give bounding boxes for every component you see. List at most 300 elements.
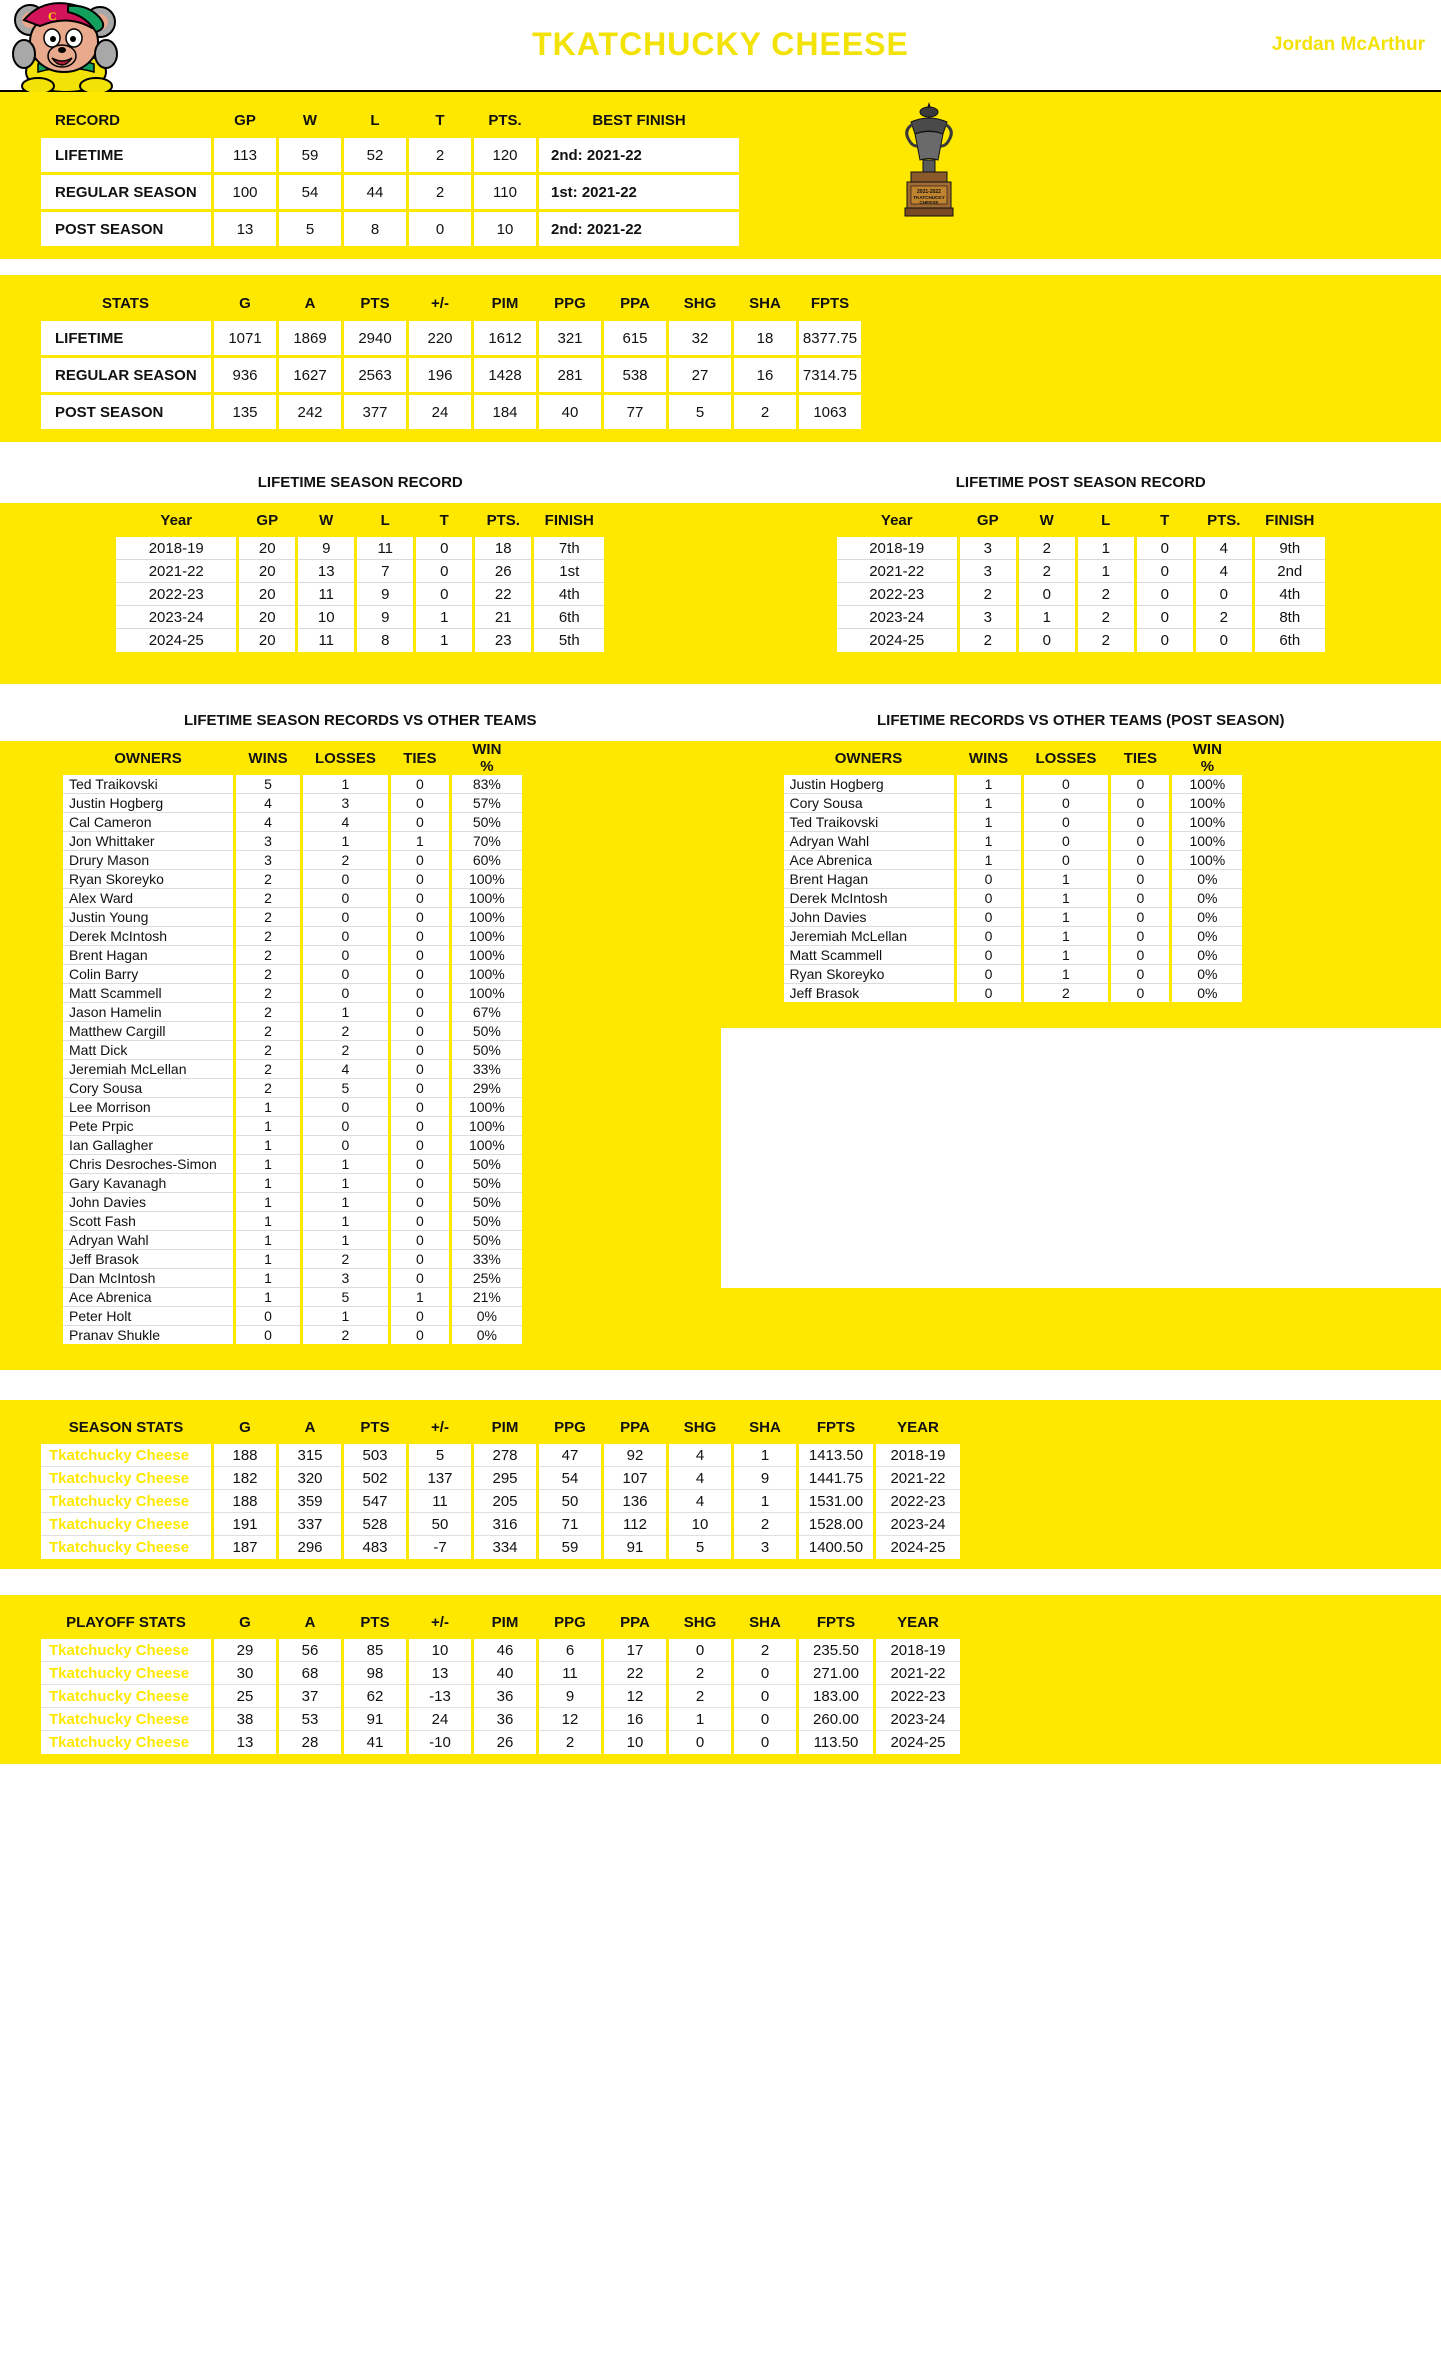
vs-season-owner-name: Jeremiah McLellan [63,1060,233,1079]
section-gap [0,442,1441,460]
post-pts: 2 [1196,606,1252,629]
vs-post-win-pct: 0% [1172,870,1242,889]
vs-post-losses: 0 [1024,775,1109,794]
playoff-stat-a: 37 [279,1685,341,1708]
season-stat-pim: 295 [474,1467,536,1490]
championship-trophy-icon [897,100,961,220]
table-row [63,1022,522,1041]
post-l: 2 [1078,583,1134,606]
table-row [41,358,861,395]
vs-season-win-pct: 50% [452,1212,522,1231]
vs-season-losses: 2 [303,851,388,870]
season-stat-shg: 4 [669,1490,731,1513]
table-row [63,1212,522,1231]
season-stats-body [41,1444,960,1559]
table-row [41,321,861,358]
table-row [63,1288,522,1307]
season-stat-a: 359 [279,1490,341,1513]
vs-season-wins: 1 [236,1174,300,1193]
season-finish: 5th [534,629,604,652]
vs-season-wins: 2 [236,1022,300,1041]
season-l: 11 [357,537,413,560]
vs-post-wins: 1 [957,794,1021,813]
vs-post-ties: 0 [1111,794,1169,813]
season-t: 0 [416,583,472,606]
playoff-stat-sha: 0 [734,1731,796,1754]
ss-col-ppg: PPG [539,1410,601,1444]
vs-season-losses: 2 [303,1326,388,1344]
season-stat-plusminus: -7 [409,1536,471,1559]
playoff-stat-a: 28 [279,1731,341,1754]
post-col-finish: FINISH [1255,503,1325,537]
table-row [837,560,1325,583]
season-stat-pim: 316 [474,1513,536,1536]
table-row [784,794,1243,813]
stats-table [38,285,864,432]
playoff-stat-g: 13 [214,1731,276,1754]
season-stat-pts: 502 [344,1467,406,1490]
stats-ppa: 538 [604,358,666,395]
vs-season-losses: 2 [303,1022,388,1041]
playoff-stat-pim: 46 [474,1639,536,1662]
season-finish: 7th [534,537,604,560]
playoff-stat-g: 30 [214,1662,276,1685]
season-stat-a: 315 [279,1444,341,1467]
vs-post-wins: 0 [957,889,1021,908]
vs-season-wins: 3 [236,851,300,870]
vs-season-wins: 2 [236,1041,300,1060]
post-w: 0 [1019,583,1075,606]
vs-post-win-pct: 100% [1172,775,1242,794]
vs-season-ties: 0 [391,775,449,794]
season-stat-sha: 2 [734,1513,796,1536]
vs-post-ties: 0 [1111,851,1169,870]
season-stat-year: 2023-24 [876,1513,960,1536]
table-row [63,794,522,813]
season-col-finish: FINISH [534,503,604,537]
post-t: 0 [1137,629,1193,652]
vs-season-losses: 1 [303,1193,388,1212]
vs-season-owner-name: Ryan Skoreyko [63,870,233,889]
season-l: 9 [357,606,413,629]
season-stat-year: 2018-19 [876,1444,960,1467]
vs-post-col-ties: TIES [1111,741,1169,775]
table-row [63,1307,522,1326]
vs-col-owners: OWNERS [63,741,233,775]
stats-pts: 2563 [344,358,406,395]
playoff-stat-team-name: Tkatchucky Cheese [41,1731,211,1754]
season-stat-year: 2021-22 [876,1467,960,1490]
record-col-best-finish: BEST FINISH [539,102,739,138]
vs-post-wins: 0 [957,927,1021,946]
vs-season-owner-name: Peter Holt [63,1307,233,1326]
vs-season-owner-name: Jason Hamelin [63,1003,233,1022]
stats-ppg: 40 [539,395,601,432]
vs-season-owner-name: Scott Fash [63,1212,233,1231]
table-row [41,1708,960,1731]
vs-season-losses: 1 [303,1231,388,1250]
vs-season-ties: 0 [391,1003,449,1022]
record-best-finish: 2nd: 2021-22 [539,212,739,249]
vs-post-losses: 1 [1024,946,1109,965]
season-stat-pts: 547 [344,1490,406,1513]
vs-season-ties: 0 [391,1269,449,1288]
record-table [38,102,742,249]
vs-col-winpct: WIN % [452,741,522,775]
record-gp: 13 [214,212,276,249]
playoff-stat-fpts: 260.00 [799,1708,873,1731]
vs-season-ties: 0 [391,946,449,965]
vs-season-owner-name: Justin Young [63,908,233,927]
stats-col-stats: STATS [41,285,211,321]
stats-a: 1627 [279,358,341,395]
vs-season-owner-name: Ted Traikovski [63,775,233,794]
table-row [41,138,739,175]
vs-post-wins: 1 [957,832,1021,851]
vs-season-win-pct: 50% [452,1022,522,1041]
vs-post-losses: 0 [1024,832,1109,851]
ss-col-pim: PIM [474,1410,536,1444]
record-l: 8 [344,212,406,249]
stats-g: 1071 [214,321,276,358]
post-pts: 4 [1196,560,1252,583]
record-w: 54 [279,175,341,212]
vs-season-owner-name: Derek McIntosh [63,927,233,946]
vs-season-losses: 0 [303,965,388,984]
vs-teams-post-title: LIFETIME RECORDS VS OTHER TEAMS (POST SEASON) [721,698,1441,741]
table-row [63,1269,522,1288]
vs-season-losses: 1 [303,1155,388,1174]
season-year: 2023-24 [116,606,236,629]
table-row [63,1117,522,1136]
record-l: 52 [344,138,406,175]
playoff-stat-team-name: Tkatchucky Cheese [41,1708,211,1731]
table-row [63,1079,522,1098]
playoff-stat-team-name: Tkatchucky Cheese [41,1662,211,1685]
table-row [784,870,1243,889]
season-l: 8 [357,629,413,652]
vs-season-wins: 1 [236,1098,300,1117]
playoff-stat-fpts: 235.50 [799,1639,873,1662]
stats-pim: 1428 [474,358,536,395]
ps-col-fpts: FPTS [799,1605,873,1639]
post-t: 0 [1137,537,1193,560]
page-header [0,0,1441,92]
vs-season-losses: 0 [303,870,388,889]
vs-season-win-pct: 100% [452,984,522,1003]
vs-season-win-pct: 33% [452,1060,522,1079]
season-stats-table [38,1410,963,1559]
table-row [63,1098,522,1117]
record-gp: 100 [214,175,276,212]
season-stat-g: 182 [214,1467,276,1490]
vs-season-losses: 1 [303,832,388,851]
post-col-l: L [1078,503,1134,537]
stats-g: 936 [214,358,276,395]
table-row [116,560,604,583]
post-gp: 3 [960,537,1016,560]
post-w: 2 [1019,560,1075,583]
vs-post-ties: 0 [1111,984,1169,1002]
vs-season-wins: 1 [236,1212,300,1231]
section-gap [0,684,1441,698]
page-bottom-gap [0,1764,1441,1788]
vs-season-ties: 0 [391,1250,449,1269]
vs-post-win-pct: 0% [1172,984,1242,1002]
playoff-stat-shg: 2 [669,1662,731,1685]
post-col-pts: PTS. [1196,503,1252,537]
playoff-stats-section [0,1595,1441,1764]
table-row [63,1250,522,1269]
vs-post-win-pct: 0% [1172,908,1242,927]
season-pts: 26 [475,560,531,583]
vs-season-ties: 0 [391,927,449,946]
season-year: 2024-25 [116,629,236,652]
table-row [116,583,604,606]
section-gap [0,664,1441,684]
stats-plusminus: 24 [409,395,471,432]
post-pts: 0 [1196,629,1252,652]
table-row [41,1639,960,1662]
vs-season-owner-name: Adryan Wahl [63,1231,233,1250]
vs-post-win-pct: 0% [1172,946,1242,965]
vs-post-win-pct: 0% [1172,965,1242,984]
table-row [63,813,522,832]
stats-shg: 5 [669,395,731,432]
playoff-stat-shg: 1 [669,1708,731,1731]
svg-text:2021-2022: 2021-2022 [917,189,941,195]
season-stat-team-name: Tkatchucky Cheese [41,1444,211,1467]
vs-post-owner-name: Ted Traikovski [784,813,954,832]
record-w: 59 [279,138,341,175]
ps-col-g: G [214,1605,276,1639]
ss-col-plusminus: +/- [409,1410,471,1444]
vs-season-wins: 2 [236,946,300,965]
vs-post-wins: 1 [957,813,1021,832]
stats-pim: 1612 [474,321,536,358]
season-stat-ppa: 112 [604,1513,666,1536]
stats-fpts: 7314.75 [799,358,861,395]
table-row [784,908,1243,927]
vs-post-win-pct: 100% [1172,832,1242,851]
table-row [63,832,522,851]
season-stat-sha: 9 [734,1467,796,1490]
playoff-stat-year: 2023-24 [876,1708,960,1731]
post-l: 2 [1078,606,1134,629]
record-row-label: REGULAR SEASON [41,175,211,212]
table-row [63,889,522,908]
stats-ppg: 281 [539,358,601,395]
vs-season-wins: 1 [236,1269,300,1288]
vs-post-ties: 0 [1111,889,1169,908]
vs-season-losses: 0 [303,1136,388,1155]
playoff-stat-pts: 41 [344,1731,406,1754]
playoff-stat-year: 2024-25 [876,1731,960,1754]
vs-season-wins: 2 [236,889,300,908]
vs-season-owner-name: Ace Abrenica [63,1288,233,1307]
vs-season-win-pct: 100% [452,908,522,927]
vs-post-owner-name: Cory Sousa [784,794,954,813]
season-pts: 23 [475,629,531,652]
season-stat-g: 188 [214,1490,276,1513]
season-gp: 20 [239,629,295,652]
playoff-stat-ppg: 2 [539,1731,601,1754]
stats-fpts: 1063 [799,395,861,432]
vs-post-owner-name: Justin Hogberg [784,775,954,794]
vs-teams-post-table [781,741,1246,1002]
playoff-stat-ppa: 16 [604,1708,666,1731]
season-pts: 18 [475,537,531,560]
season-col-gp: GP [239,503,295,537]
season-stat-a: 320 [279,1467,341,1490]
vs-season-owner-name: Matt Scammell [63,984,233,1003]
vs-season-wins: 4 [236,813,300,832]
season-t: 0 [416,537,472,560]
vs-season-ties: 0 [391,1136,449,1155]
playoff-stat-ppg: 9 [539,1685,601,1708]
playoff-stat-pim: 36 [474,1685,536,1708]
vs-season-body [63,775,522,1344]
vs-post-losses: 1 [1024,870,1109,889]
table-row [41,395,861,432]
vs-season-wins: 4 [236,794,300,813]
vs-season-win-pct: 50% [452,1174,522,1193]
stats-sha: 18 [734,321,796,358]
season-gp: 20 [239,560,295,583]
vs-post-losses: 1 [1024,908,1109,927]
season-gp: 20 [239,537,295,560]
playoff-stat-plusminus: 24 [409,1708,471,1731]
vs-season-wins: 2 [236,1003,300,1022]
svg-text:C: C [48,9,57,23]
table-row [837,629,1325,652]
post-finish: 8th [1255,606,1325,629]
vs-season-ties: 0 [391,1117,449,1136]
post-col-t: T [1137,503,1193,537]
vs-season-win-pct: 100% [452,889,522,908]
vs-season-owner-name: Jeff Brasok [63,1250,233,1269]
season-col-t: T [416,503,472,537]
vs-post-owner-name: Derek McIntosh [784,889,954,908]
table-row [784,832,1243,851]
record-t: 2 [409,175,471,212]
playoff-stat-pim: 40 [474,1662,536,1685]
vs-season-losses: 1 [303,1174,388,1193]
vs-season-ties: 0 [391,813,449,832]
vs-season-losses: 0 [303,908,388,927]
vs-season-win-pct: 100% [452,927,522,946]
season-records-row [0,460,1441,664]
playoff-stat-team-name: Tkatchucky Cheese [41,1685,211,1708]
ss-col-fpts: FPTS [799,1410,873,1444]
table-row [41,1490,960,1513]
ss-col-pts: PTS [344,1410,406,1444]
season-stat-g: 191 [214,1513,276,1536]
season-stat-shg: 5 [669,1536,731,1559]
table-row [116,606,604,629]
post-record-body [837,537,1325,652]
season-stat-plusminus: 5 [409,1444,471,1467]
vs-season-owner-name: Alex Ward [63,889,233,908]
playoff-stat-shg: 0 [669,1731,731,1754]
owner-name: Jordan McArthur [1271,34,1425,55]
vs-post-body [784,775,1243,1002]
vs-post-col-losses: LOSSES [1024,741,1109,775]
playoff-stat-sha: 0 [734,1708,796,1731]
season-year: 2021-22 [116,560,236,583]
stats-ppa: 615 [604,321,666,358]
playoff-stat-pts: 85 [344,1639,406,1662]
vs-season-losses: 2 [303,1250,388,1269]
vs-post-win-pct: 100% [1172,851,1242,870]
season-stat-pim: 278 [474,1444,536,1467]
season-stat-sha: 1 [734,1444,796,1467]
record-l: 44 [344,175,406,212]
vs-season-owner-name: Matt Dick [63,1041,233,1060]
table-row [63,1041,522,1060]
vs-season-wins: 0 [236,1326,300,1344]
ps-col-shg: SHG [669,1605,731,1639]
vs-post-wins: 0 [957,908,1021,927]
vs-post-header-row [784,741,1243,775]
record-col-gp: GP [214,102,276,138]
table-row [784,965,1243,984]
record-pts: 10 [474,212,536,249]
season-stat-pts: 528 [344,1513,406,1536]
ss-col-a: A [279,1410,341,1444]
season-stat-ppa: 92 [604,1444,666,1467]
vs-season-losses: 5 [303,1079,388,1098]
playoff-stat-a: 68 [279,1662,341,1685]
post-col-year: Year [837,503,957,537]
vs-season-wins: 2 [236,908,300,927]
vs-season-losses: 3 [303,794,388,813]
season-stat-a: 296 [279,1536,341,1559]
vs-post-ties: 0 [1111,927,1169,946]
ps-col-pim: PIM [474,1605,536,1639]
lifetime-post-season-record-table [834,503,1328,652]
vs-season-win-pct: 70% [452,832,522,851]
vs-post-owner-name: John Davies [784,908,954,927]
season-stat-team-name: Tkatchucky Cheese [41,1536,211,1559]
vs-post-losses: 1 [1024,927,1109,946]
vs-season-win-pct: 100% [452,1136,522,1155]
table-row [784,927,1243,946]
season-stat-ppa: 91 [604,1536,666,1559]
stats-sha: 2 [734,395,796,432]
season-stat-g: 187 [214,1536,276,1559]
table-row [41,1731,960,1754]
vs-post-ties: 0 [1111,832,1169,851]
vs-season-ties: 0 [391,1193,449,1212]
stats-row-label: POST SEASON [41,395,211,432]
stats-row-label: REGULAR SEASON [41,358,211,395]
season-col-l: L [357,503,413,537]
season-stat-team-name: Tkatchucky Cheese [41,1513,211,1536]
season-stat-pts: 483 [344,1536,406,1559]
season-stat-sha: 3 [734,1536,796,1559]
vs-teams-post-block [721,698,1441,1288]
stats-row-label: LIFETIME [41,321,211,358]
vs-season-owner-name: Ian Gallagher [63,1136,233,1155]
vs-post-wins: 0 [957,965,1021,984]
vs-post-owner-name: Jeff Brasok [784,984,954,1002]
vs-season-owner-name: Pranav Shukle [63,1326,233,1344]
post-gp: 3 [960,606,1016,629]
playoff-stats-body [41,1639,960,1754]
table-row [784,946,1243,965]
vs-post-losses: 1 [1024,889,1109,908]
